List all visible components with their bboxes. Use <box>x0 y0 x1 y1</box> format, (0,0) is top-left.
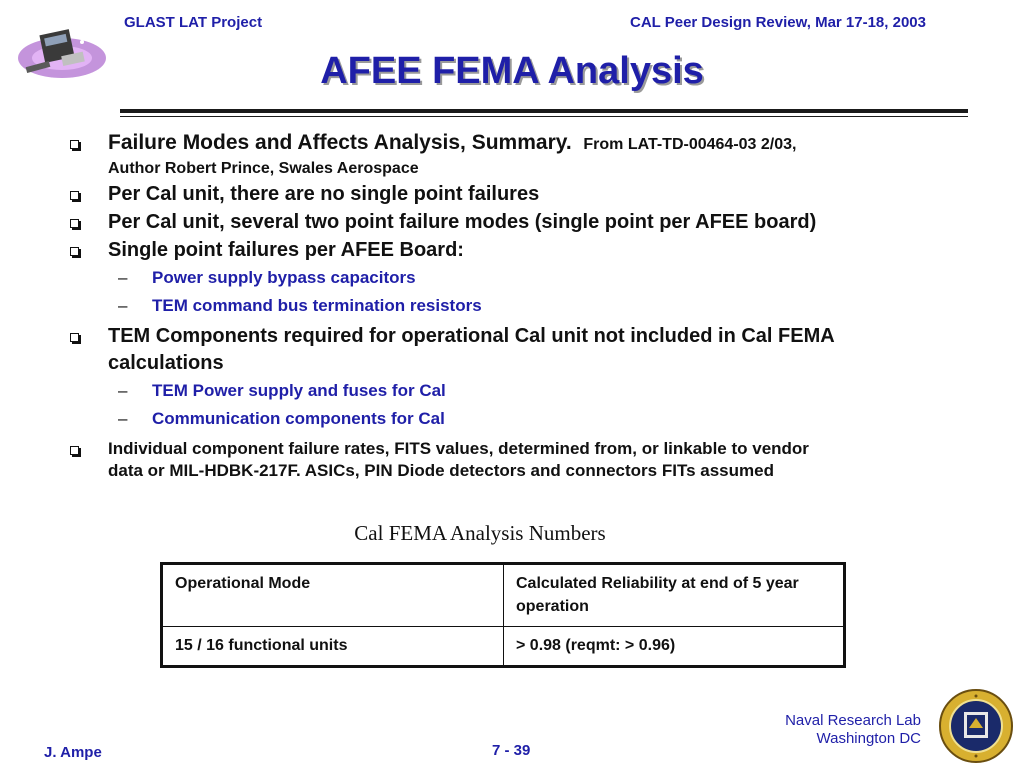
fema-table <box>160 562 846 668</box>
table-caption: Cal FEMA Analysis Numbers <box>354 521 606 545</box>
sub-bullet-text: Communication components for Cal <box>152 409 445 428</box>
bullet-text: Per Cal unit, several two point failure modes (single point per AFEE board) <box>108 211 817 233</box>
sub-bullet <box>68 267 968 289</box>
bullet-no-single-point <box>68 180 968 208</box>
sub-bullet <box>68 380 968 402</box>
page-title: AFEE FEMA Analysis <box>320 50 704 92</box>
bullet-box-icon <box>70 247 79 256</box>
bullet-text: TEM Components required for operational Cal unit not included in Cal FEMA <box>108 325 835 347</box>
table-header-cell: Operational Mode <box>162 564 504 627</box>
bullet-two-point <box>68 208 968 236</box>
header-project: GLAST LAT Project <box>124 14 263 31</box>
title-rule-thick <box>120 109 968 113</box>
bullet-text: Individual component failure rates, FITS values, determined from, or linkable to vendor <box>108 439 809 458</box>
sub-bullet <box>68 408 968 430</box>
sub-bullet-text: Power supply bypass capacitors <box>152 268 416 287</box>
bullet-box-icon <box>70 191 79 200</box>
bullet-single-point-afee <box>68 236 968 264</box>
bullet-box-icon <box>70 446 79 455</box>
footer-author: J. Ampe <box>44 744 102 761</box>
table-cell: 15 / 16 functional units <box>162 627 504 667</box>
footer-organization <box>720 712 921 748</box>
footer-page-number: 7 - 39 <box>492 742 531 759</box>
header-review: CAL Peer Design Review, Mar 17-18, 2003 <box>630 14 926 31</box>
bullet-text: Author Robert Prince, Swales Aerospace <box>108 160 419 177</box>
dash-icon: – <box>118 409 128 428</box>
bullet-text: Single point failures per AFEE Board: <box>108 239 464 261</box>
bullet-text-cont: calculations <box>108 352 224 374</box>
title-rule-thin <box>120 116 968 117</box>
sub-bullet-text: TEM command bus termination resistors <box>152 296 482 315</box>
bullet-text-cont: data or MIL-HDBK-217F. ASICs, PIN Diode detectors and connectors FITs assumed <box>108 461 774 480</box>
footer-org-line: Washington DC <box>816 730 921 747</box>
sub-bullet <box>68 295 968 317</box>
dash-icon: – <box>118 296 128 315</box>
bullet-list <box>68 130 968 482</box>
bullet-source: From LAT-TD-00464-03 2/03, <box>583 136 797 153</box>
table-header-cell: Calculated Reliability at end of 5 year operation <box>504 564 845 627</box>
bullet-box-icon <box>70 219 79 228</box>
nrl-seal-icon <box>938 688 1014 764</box>
dash-icon: – <box>118 268 128 287</box>
bullet-box-icon <box>70 140 79 149</box>
footer-org-line: Naval Research Lab <box>785 712 921 729</box>
bullet-failure-rates <box>68 438 968 482</box>
table-cell: > 0.98 (reqmt: > 0.96) <box>504 627 845 667</box>
bullet-author <box>68 158 968 180</box>
bullet-fmea-summary <box>68 130 968 158</box>
dash-icon: – <box>118 381 128 400</box>
bullet-box-icon <box>70 333 79 342</box>
bullet-text: Failure Modes and Affects Analysis, Summary. <box>108 131 572 154</box>
table-header-row <box>162 564 845 627</box>
table-row <box>162 627 845 667</box>
bullet-tem-components <box>68 323 968 377</box>
sub-bullet-text: TEM Power supply and fuses for Cal <box>152 381 446 400</box>
bullet-text: Per Cal unit, there are no single point failures <box>108 183 540 205</box>
